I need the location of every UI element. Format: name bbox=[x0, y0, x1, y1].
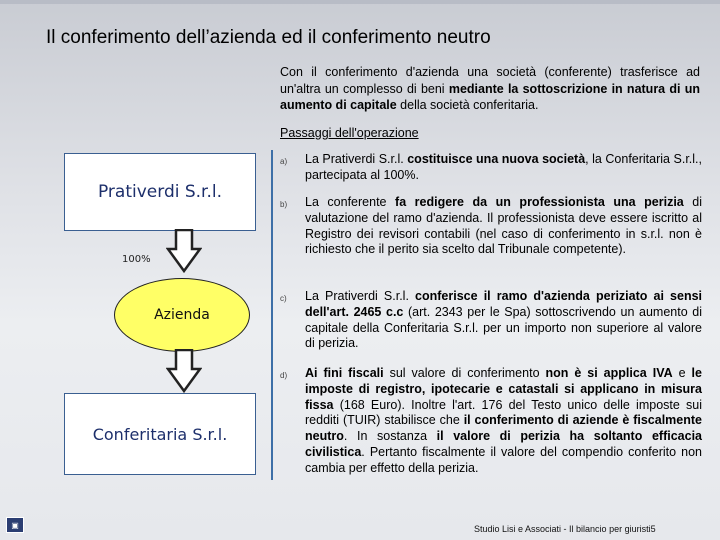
step-bold: conferisce il ramo d'azienda periziato ai sensi dell'art. 2465 c.c bbox=[305, 289, 703, 319]
step-text: sul valore di conferimento bbox=[383, 366, 546, 380]
step-b bbox=[280, 195, 702, 258]
intro-text-1: Con il conferimento d'azienda una società (conferente) trasferisce ad un'altra un complesso di beni bbox=[280, 65, 700, 96]
step-marker: a) bbox=[280, 157, 288, 166]
step-text: (168 Euro). Inoltre l'art. 176 del Testo unico delle imposte sui redditi (TUIR) stabilisce che bbox=[305, 397, 702, 428]
step-text: (art. 2343 per le Spa) sottoscrivendo un aumento di capitale della Conferitaria S.r.l. per un importo non superiore al valore di perizia. bbox=[305, 304, 702, 351]
step-bold: il conferimento di aziende è fiscalmente neutro bbox=[305, 413, 702, 444]
step-body bbox=[305, 366, 702, 477]
down-arrow-icon bbox=[166, 229, 202, 273]
steps-heading: Passaggi dell'operazione bbox=[280, 126, 419, 140]
step-marker: b) bbox=[280, 200, 288, 209]
slide-title: Il conferimento dell’azienda ed il conferimento neutro bbox=[46, 27, 491, 48]
step-text: La Prativerdi S.r.l. bbox=[305, 289, 416, 303]
percent-label: 100% bbox=[122, 254, 151, 265]
step-text: . Pertanto fiscalmente il valore del compendio conferito non cambia per effetto della perizia. bbox=[305, 444, 702, 475]
step-text: La Prativerdi S.r.l. bbox=[305, 152, 408, 166]
step-body bbox=[305, 289, 702, 352]
step-text: . In sostanza bbox=[343, 429, 437, 444]
step-text: , la Conferitaria S.r.l., partecipata al 100%. bbox=[305, 152, 702, 182]
azienda-ellipse: Azienda bbox=[114, 278, 250, 352]
down-arrow-icon bbox=[166, 349, 202, 393]
step-bold: fa redigere da un professionista una perizia bbox=[395, 195, 684, 209]
step-bold: costituisce una nuova società bbox=[407, 152, 586, 166]
footer bbox=[474, 524, 656, 534]
page-number: 5 bbox=[650, 524, 656, 534]
step-bold: il valore di perizia ha soltanto efficacia civilistica bbox=[305, 429, 702, 459]
intro-bold-1: mediante la sottoscrizione in natura di un aumento di capitale bbox=[280, 81, 700, 112]
intro-paragraph bbox=[280, 64, 700, 114]
title-divider bbox=[0, 0, 720, 4]
step-bold: non è si applica IVA bbox=[545, 366, 673, 380]
slide-nav-icon[interactable]: ▣ bbox=[6, 517, 24, 533]
step-text: e bbox=[672, 366, 692, 380]
step-marker: c) bbox=[280, 294, 287, 303]
step-bold: Ai fini fiscali bbox=[305, 366, 384, 380]
step-body bbox=[305, 195, 702, 258]
footer-text: Studio Lisi e Associati - Il bilancio per giuristi bbox=[474, 524, 651, 534]
step-body bbox=[305, 152, 702, 184]
step-text: La conferente bbox=[305, 195, 396, 209]
step-d bbox=[280, 366, 702, 477]
step-c bbox=[280, 289, 702, 352]
step-bold: le imposte di registro, ipotecarie e catastali si applicano in misura fissa bbox=[305, 366, 702, 412]
intro-text-2: della società conferitaria. bbox=[396, 98, 539, 112]
conferitaria-box: Conferitaria S.r.l. bbox=[64, 393, 256, 475]
vertical-divider bbox=[271, 150, 273, 480]
prativerdi-box: Prativerdi S.r.l. bbox=[64, 153, 256, 231]
step-text: di valutazione del ramo d'azienda. Il professionista deve essere iscritto al Registro dei revisori contabili (nel caso di conferimento in s.r.l. non è richiesto che il perito sia scelto dal Tribunale competente). bbox=[305, 195, 703, 257]
step-marker: d) bbox=[280, 371, 288, 380]
step-a bbox=[280, 152, 702, 184]
